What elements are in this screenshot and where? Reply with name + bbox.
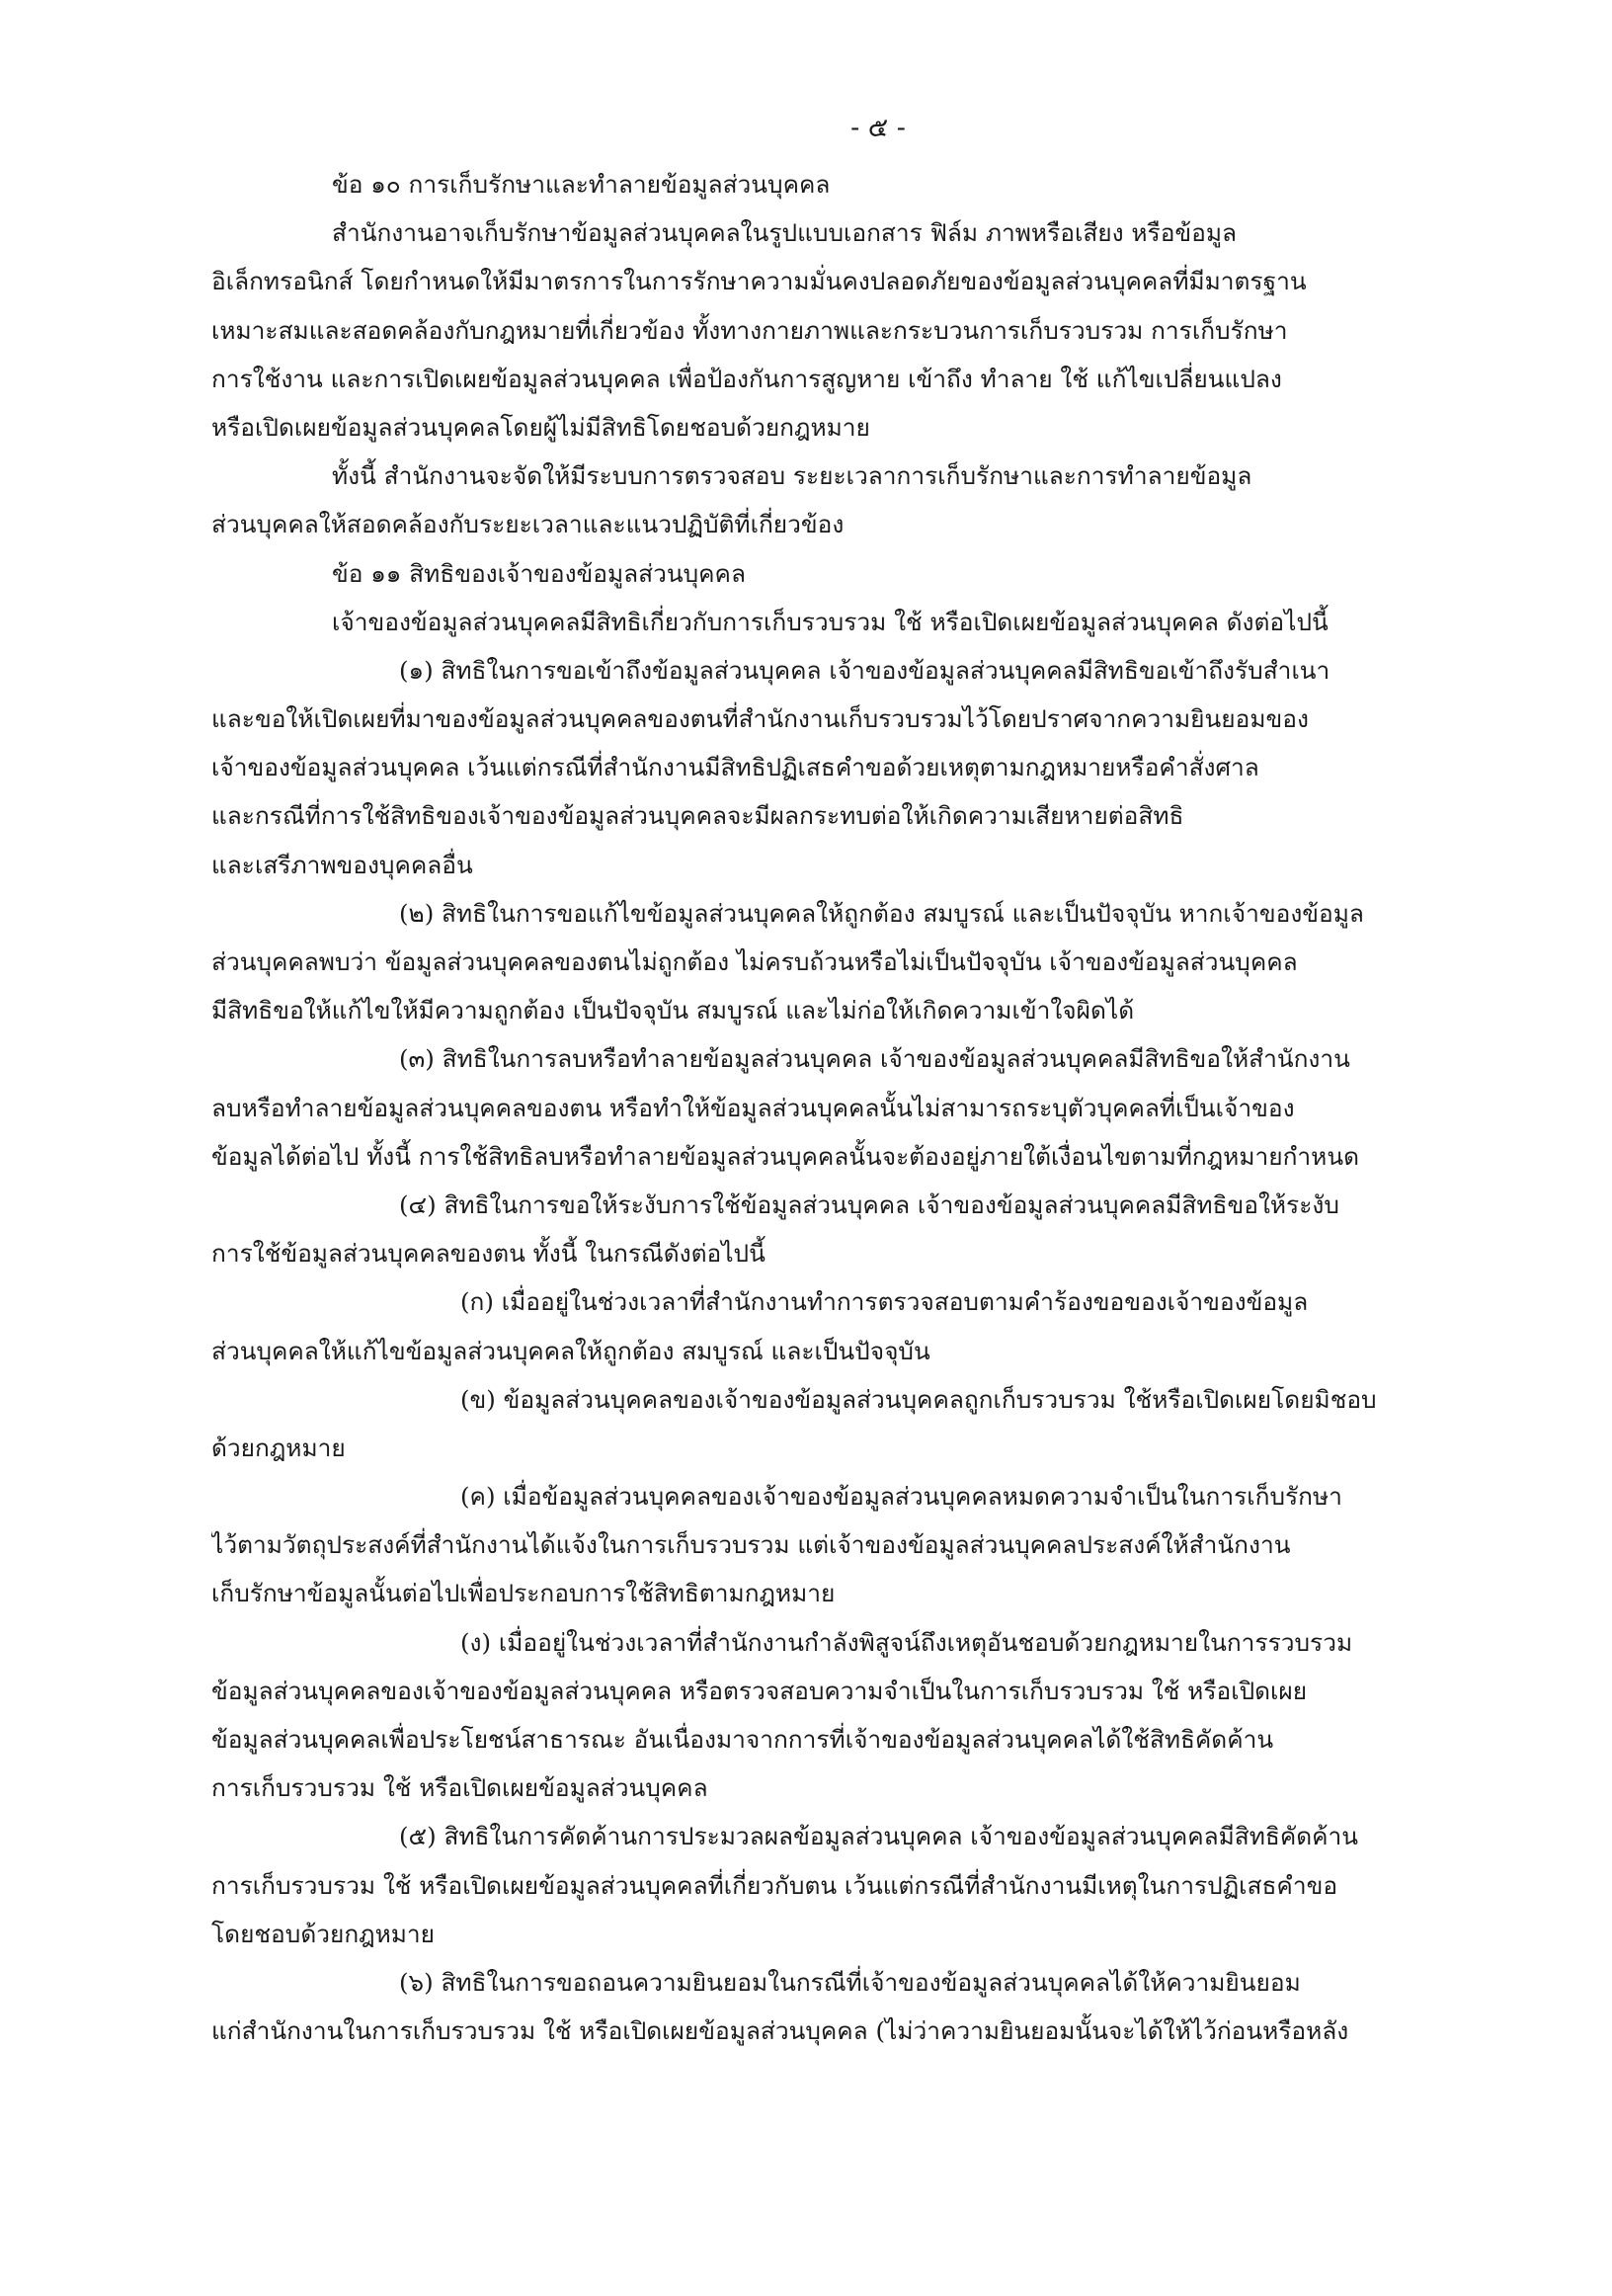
text-line: (ข) ข้อมูลส่วนบุคคลของเจ้าของข้อมูลส่วนบุคคลถูกเก็บรวบรวม ใช้หรือเปิดเผยโดยมิชอบ <box>460 1384 1377 1414</box>
text-line: (๔) สิทธิในการขอให้ระงับการใช้ข้อมูลส่วนบุคคล เจ้าของข้อมูลส่วนบุคคลมีสิทธิขอให้ระงับ <box>399 1189 1339 1219</box>
right-6 <box>211 1958 1493 2055</box>
clause-11-heading <box>211 549 1493 598</box>
right-4-c <box>211 1472 1493 1618</box>
text-line: เก็บรักษาข้อมูลนั้นต่อไปเพื่อประกอบการใช้สิทธิตามกฎหมาย <box>211 1579 836 1608</box>
page-number: - ๕ - <box>850 113 906 143</box>
right-3 <box>211 1034 1493 1181</box>
text-line: เจ้าของข้อมูลส่วนบุคคล เว้นแต่กรณีที่สำนักงานมีสิทธิปฏิเสธคำขอด้วยเหตุตามกฎหมายหรือคำสั่งศาล <box>211 753 1259 782</box>
text-line: (๑) สิทธิในการขอเข้าถึงข้อมูลส่วนบุคคล เจ้าของข้อมูลส่วนบุคคลมีสิทธิขอเข้าถึงรับสำเนา <box>399 655 1330 685</box>
clause-10-para-2 <box>211 451 1493 548</box>
text-line: เหมาะสมและสอดคล้องกับกฎหมายที่เกี่ยวข้อง ทั้งทางกายภาพและกระบวนการเก็บรวบรวม การเก็บรักษา <box>211 315 1288 345</box>
right-1 <box>211 646 1493 889</box>
text-line: แก่สำนักงานในการเก็บรวบรวม ใช้ หรือเปิดเผยข้อมูลส่วนบุคคล (ไม่ว่าความยินยอมนั้นจะได้ให้ไว้ก่อนหรือหลัง <box>211 2016 1349 2046</box>
right-4-a <box>211 1277 1493 1374</box>
right-4-b <box>211 1375 1493 1472</box>
text-line: (ง) เมื่ออยู่ในช่วงเวลาที่สำนักงานกำลังพิสูจน์ถึงเหตุอันชอบด้วยกฎหมายในการรวบรวม <box>460 1627 1353 1657</box>
text-line: ส่วนบุคคลพบว่า ข้อมูลส่วนบุคคลของตนไม่ถูกต้อง ไม่ครบถ้วนหรือไม่เป็นปัจจุบัน เจ้าของข้อมูลส่วนบุคคล <box>211 947 1298 976</box>
clause-11-intro <box>211 598 1493 646</box>
right-5 <box>211 1812 1493 1958</box>
text-line: และขอให้เปิดเผยที่มาของข้อมูลส่วนบุคคลของตนที่สำนักงานเก็บรวบรวมไว้โดยปราศจากความยินยอมของ <box>211 704 1309 734</box>
text-line: ข้อ ๑๑ สิทธิของเจ้าของข้อมูลส่วนบุคคล <box>332 558 746 588</box>
text-line: และเสรีภาพของบุคคลอื่น <box>211 850 473 879</box>
text-line: (๖) สิทธิในการขอถอนความยินยอมในกรณีที่เจ้าของข้อมูลส่วนบุคคลได้ให้ความยินยอม <box>399 1967 1301 1997</box>
text-line: (ก) เมื่ออยู่ในช่วงเวลาที่สำนักงานทำการตรวจสอบตามคำร้องขอของเจ้าของข้อมูล <box>460 1287 1309 1317</box>
clause-10-para-1 <box>211 208 1493 451</box>
text-line: เจ้าของข้อมูลส่วนบุคคลมีสิทธิเกี่ยวกับการเก็บรวบรวม ใช้ หรือเปิดเผยข้อมูลส่วนบุคคล ดังต่อไปนี้ <box>332 607 1329 636</box>
text-line: (๓) สิทธิในการลบหรือทำลายข้อมูลส่วนบุคคล เจ้าของข้อมูลส่วนบุคคลมีสิทธิขอให้สำนักงาน <box>399 1044 1350 1074</box>
text-line: ข้อมูลส่วนบุคคลของเจ้าของข้อมูลส่วนบุคคล หรือตรวจสอบความจำเป็นในการเก็บรวบรวม ใช้ หรือเปิดเผย <box>211 1676 1308 1705</box>
text-line: อิเล็กทรอนิกส์ โดยกำหนดให้มีมาตรการในการรักษาความมั่นคงปลอดภัยของข้อมูลส่วนบุคคลที่มีมาตรฐาน <box>211 267 1307 296</box>
text-line: ส่วนบุคคลให้แก้ไขข้อมูลส่วนบุคคลให้ถูกต้อง สมบูรณ์ และเป็นปัจจุบัน <box>211 1336 930 1365</box>
text-line: ทั้งนี้ สำนักงานจะจัดให้มีระบบการตรวจสอบ ระยะเวลาการเก็บรักษาและการทำลายข้อมูล <box>332 461 1252 491</box>
text-line: ส่วนบุคคลให้สอดคล้องกับระยะเวลาและแนวปฏิบัติที่เกี่ยวข้อง <box>211 510 845 539</box>
text-line: และกรณีที่การใช้สิทธิของเจ้าของข้อมูลส่วนบุคคลจะมีผลกระทบต่อให้เกิดความเสียหายต่อสิทธิ <box>211 801 1184 831</box>
text-line: การเก็บรวบรวม ใช้ หรือเปิดเผยข้อมูลส่วนบุคคล <box>211 1773 708 1803</box>
document-body <box>211 160 1493 2055</box>
text-line: (๕) สิทธิในการคัดค้านการประมวลผลข้อมูลส่วนบุคคล เจ้าของข้อมูลส่วนบุคคลมีสิทธิคัดค้าน <box>399 1822 1359 1851</box>
text-line: สำนักงานอาจเก็บรักษาข้อมูลส่วนบุคคลในรูปแบบเอกสาร ฟิล์ม ภาพหรือเสียง หรือข้อมูล <box>332 218 1238 248</box>
text-line: หรือเปิดเผยข้อมูลส่วนบุคคลโดยผู้ไม่มีสิทธิโดยชอบด้วยกฎหมาย <box>211 412 870 442</box>
text-line: ลบหรือทำลายข้อมูลส่วนบุคคลของตน หรือทำให้ข้อมูลส่วนบุคคลนั้นไม่สามารถระบุตัวบุคคลที่เป็นเจ้าของ <box>211 1093 1295 1122</box>
text-line: การเก็บรวบรวม ใช้ หรือเปิดเผยข้อมูลส่วนบุคคลที่เกี่ยวกับตน เว้นแต่กรณีที่สำนักงานมีเหตุในการปฏิเสธคำขอ <box>211 1870 1338 1900</box>
text-line: การใช้ข้อมูลส่วนบุคคลของตน ทั้งนี้ ในกรณีดังต่อไปนี้ <box>211 1239 766 1269</box>
right-2 <box>211 889 1493 1035</box>
text-line: โดยชอบด้วยกฎหมาย <box>211 1919 436 1948</box>
clause-10-heading <box>211 160 1493 208</box>
right-4-d <box>211 1618 1493 1813</box>
text-line: (๒) สิทธิในการขอแก้ไขข้อมูลส่วนบุคคลให้ถูกต้อง สมบูรณ์ และเป็นปัจจุบัน หากเจ้าของข้อมูล <box>399 898 1364 928</box>
text-line: ข้อมูลส่วนบุคคลเพื่อประโยชน์สาธารณะ อันเนื่องมาจากการที่เจ้าของข้อมูลส่วนบุคคลได้ใช้สิทธิคัดค้าน <box>211 1725 1274 1754</box>
text-line: ด้วยกฎหมาย <box>211 1433 346 1462</box>
text-line: ข้อ ๑๐ การเก็บรักษาและทำลายข้อมูลส่วนบุคคล <box>332 170 831 199</box>
right-4 <box>211 1181 1493 1277</box>
text-line: มีสิทธิขอให้แก้ไขให้มีความถูกต้อง เป็นปัจจุบัน สมบูรณ์ และไม่ก่อให้เกิดความเข้าใจผิดได้ <box>211 996 1135 1025</box>
text-line: การใช้งาน และการเปิดเผยข้อมูลส่วนบุคคล เพื่อป้องกันการสูญหาย เข้าถึง ทำลาย ใช้ แก้ไขเปลี่ยนแปลง <box>211 364 1282 393</box>
text-line: ข้อมูลได้ต่อไป ทั้งนี้ การใช้สิทธิลบหรือทำลายข้อมูลส่วนบุคคลนั้นจะต้องอยู่ภายใต้เงื่อนไขตามที่กฎหมายกำหนด <box>211 1141 1359 1171</box>
text-line: ไว้ตามวัตถุประสงค์ที่สำนักงานได้แจ้งในการเก็บรวบรวม แต่เจ้าของข้อมูลส่วนบุคคลประสงค์ให้สำนักงาน <box>211 1530 1291 1560</box>
text-line: (ค) เมื่อข้อมูลส่วนบุคคลของเจ้าของข้อมูลส่วนบุคคลหมดความจำเป็นในการเก็บรักษา <box>460 1482 1342 1512</box>
